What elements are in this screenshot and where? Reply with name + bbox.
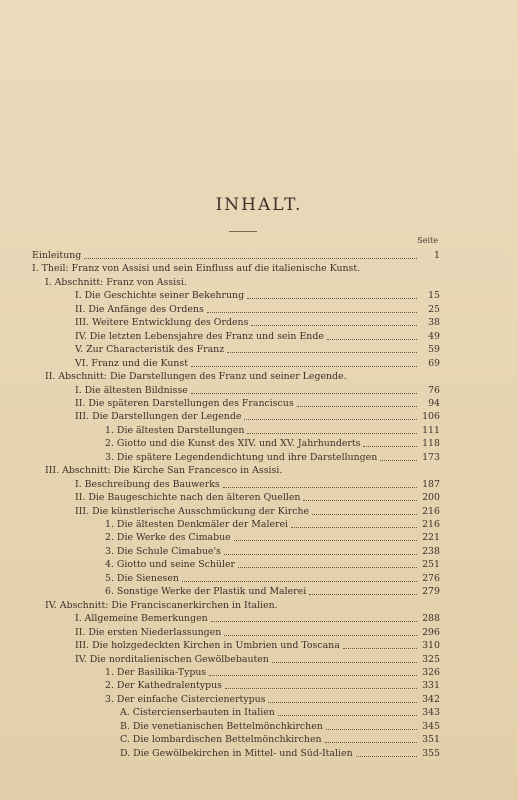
toc-entry-page-number: 94 <box>428 397 440 409</box>
dot-leader <box>309 593 417 595</box>
toc-entry-page-number: 343 <box>422 707 440 719</box>
toc-entry-label: VI. Franz und die Kunst <box>75 357 189 369</box>
toc-entry-page-number: 1 <box>434 250 440 261</box>
dot-leader <box>244 418 417 420</box>
toc-entry-label: 3. Die spätere Legendendichtung und ihre Darstellungen <box>105 451 378 463</box>
page-column-header: Seite <box>417 236 438 245</box>
toc-entry-label: 4. Giotto und seine Schüler <box>105 559 235 571</box>
toc-entry-page-number: 342 <box>422 693 440 705</box>
dot-leader <box>224 553 417 555</box>
dot-leader <box>191 392 417 394</box>
toc-entry-label: I. Die ältesten Bildnisse <box>75 384 188 396</box>
dot-leader <box>207 311 417 313</box>
toc-entry[interactable] <box>120 705 440 718</box>
toc-entry-label: I. Theil: Franz von Assisi und sein Einfluss auf die italienische Kunst. <box>32 263 361 275</box>
toc-entry-label: III. Die holzgedeckten Kirchen in Umbrien und Toscana <box>75 640 340 652</box>
dot-leader <box>278 714 417 716</box>
dot-leader <box>303 499 417 501</box>
toc-entry-label: I. Beschreibung des Bauwerks <box>75 478 220 490</box>
toc-entry[interactable] <box>45 369 440 382</box>
toc-entry-page-number: 345 <box>422 720 440 732</box>
toc-entry-label: II. Die Baugeschichte nach den älteren Quellen <box>75 492 301 504</box>
toc-entry[interactable] <box>75 409 440 422</box>
toc-entry[interactable] <box>75 342 440 355</box>
toc-entry-label: II. Die ersten Niederlassungen <box>75 626 222 638</box>
toc-entry-page-number: 69 <box>428 357 440 369</box>
dot-leader <box>182 580 417 582</box>
toc-entry-page-number: 216 <box>422 519 440 530</box>
title-divider <box>229 231 257 232</box>
dot-leader <box>272 661 417 663</box>
toc-entry[interactable] <box>32 248 440 261</box>
toc-entry-page-number: 288 <box>422 613 440 625</box>
toc-entry-page-number: 173 <box>422 451 440 463</box>
toc-entry-label: III. Abschnitt: Die Kirche San Francesco in Assisi. <box>45 465 283 477</box>
toc-entry[interactable] <box>75 383 440 396</box>
toc-entry-label: III. Weitere Entwicklung des Ordens <box>75 317 249 329</box>
toc-entry-label: IV. Die letzten Lebensjahre des Franz und sein Ende <box>75 330 324 342</box>
toc-entry[interactable] <box>75 652 440 665</box>
dot-leader <box>225 687 417 689</box>
toc-entry-page-number: 49 <box>428 330 440 342</box>
toc-entry-page-number: 310 <box>422 640 440 652</box>
toc-entry-label: I. Abschnitt: Franz von Assisi. <box>45 276 187 288</box>
toc-entry[interactable] <box>75 329 440 342</box>
toc-entry[interactable] <box>105 692 440 705</box>
toc-entry-page-number: 111 <box>422 424 440 436</box>
toc-entry-page-number: 325 <box>422 653 440 665</box>
toc-entry[interactable] <box>105 423 440 436</box>
toc-entry[interactable] <box>75 288 440 301</box>
toc-entry-label: III. Die künstlerische Ausschmückung der Kirche <box>75 505 310 517</box>
toc-entry-page-number: 355 <box>422 747 440 759</box>
toc-entry[interactable] <box>75 625 440 638</box>
dot-leader <box>297 405 417 407</box>
toc-entry[interactable] <box>120 719 440 732</box>
toc-entry[interactable] <box>105 450 440 463</box>
toc-entry-label: 2. Die Werke des Cimabue <box>105 532 231 544</box>
toc-entry-page-number: 326 <box>422 666 440 678</box>
toc-entry[interactable] <box>120 746 440 759</box>
toc-entry[interactable] <box>105 584 440 597</box>
dot-leader <box>291 526 417 528</box>
toc-entry[interactable] <box>105 544 440 557</box>
toc-entry-label: B. Die venetianischen Bettelmönchkirchen <box>120 720 323 732</box>
dot-leader <box>343 647 417 649</box>
dot-leader <box>326 728 417 730</box>
dot-leader <box>363 445 417 447</box>
toc-entry-page-number: 238 <box>422 545 440 557</box>
dot-leader <box>234 539 417 541</box>
toc-entry[interactable] <box>45 598 440 611</box>
dot-leader <box>84 257 417 259</box>
dot-leader <box>211 620 417 622</box>
toc-entry[interactable] <box>105 436 440 449</box>
toc-entry-label: IV. Die norditalienischen Gewölbebauten <box>75 653 269 665</box>
toc-entry-label: III. Die Darstellungen der Legende <box>75 411 242 423</box>
toc-entry[interactable] <box>120 732 440 745</box>
toc-entry-page-number: 276 <box>422 572 440 584</box>
toc-entry-label: I. Die Geschichte seiner Bekehrung <box>75 290 245 302</box>
dot-leader <box>247 297 417 299</box>
toc-entry-label: II. Abschnitt: Die Darstellungen des Franz und seiner Legende. <box>45 371 347 383</box>
toc-entry-label: V. Zur Characteristik des Franz <box>75 344 225 356</box>
toc-entry-label: 2. Der Kathedralentypus <box>105 680 222 692</box>
toc-entry[interactable] <box>75 638 440 651</box>
toc-entry-label: 2. Giotto und die Kunst des XIV. und XV. Jahrhunderts <box>105 438 361 450</box>
toc-entry-label: 5. Die Sienesen <box>105 572 179 584</box>
toc-entry-page-number: 118 <box>422 438 440 450</box>
toc-entry[interactable] <box>105 665 440 678</box>
toc-entry[interactable] <box>75 356 440 369</box>
toc-entry-page-number: 187 <box>422 478 440 490</box>
toc-entry-page-number: 251 <box>422 559 440 571</box>
toc-entry-label: 6. Sonstige Werke der Plastik und Malerei <box>105 586 307 598</box>
toc-entry[interactable] <box>75 302 440 315</box>
toc-entry-page-number: 106 <box>422 411 440 423</box>
toc-entry-label: II. Die späteren Darstellungen des Franciscus <box>75 397 294 409</box>
toc-entry[interactable] <box>75 315 440 328</box>
toc-entry-label: I. Allgemeine Bemerkungen <box>75 613 208 625</box>
dot-leader <box>238 566 417 568</box>
toc-entry-label: C. Die lombardischen Bettelmönchkirchen <box>120 734 322 746</box>
dot-leader <box>247 432 417 434</box>
toc-entry-label: IV. Abschnitt: Die Franciscanerkirchen in Italien. <box>45 599 278 611</box>
toc-entry-page-number: 351 <box>422 734 440 746</box>
toc-entry[interactable] <box>75 504 440 517</box>
dot-leader <box>224 634 417 636</box>
dot-leader <box>209 674 417 676</box>
toc-entry-page-number: 76 <box>428 384 440 396</box>
dot-leader <box>356 755 417 757</box>
toc-entry-page-number: 25 <box>428 303 440 315</box>
toc-entry[interactable] <box>45 275 440 288</box>
toc-entry-label: 1. Der Basilika-Typus <box>105 666 207 678</box>
dot-leader <box>191 365 417 367</box>
toc-entry-label: D. Die Gewölbekirchen in Mittel- und Süd-Italien <box>120 747 353 759</box>
toc-entry[interactable] <box>105 557 440 570</box>
toc-entry-label: 3. Die Schule Cimabue's <box>105 545 221 557</box>
toc-entry-label: 1. Die ältesten Darstellungen <box>105 424 245 436</box>
toc-entry-page-number: 221 <box>422 532 440 544</box>
toc-entry[interactable] <box>105 530 440 543</box>
toc-entry[interactable] <box>75 611 440 624</box>
dot-leader <box>251 324 417 326</box>
dot-leader <box>380 459 417 461</box>
toc-entry-page-number: 296 <box>422 626 440 638</box>
dot-leader <box>268 701 417 703</box>
toc-entry-page-number: 38 <box>428 317 440 329</box>
toc-entry-page-number: 331 <box>422 680 440 692</box>
dot-leader <box>325 741 417 743</box>
dot-leader <box>223 486 417 488</box>
toc-entry[interactable] <box>45 463 440 476</box>
toc-entry[interactable] <box>75 490 440 503</box>
toc-entry[interactable] <box>75 396 440 409</box>
toc-entry-label: 3. Der einfache Cistercienertypus <box>105 693 266 705</box>
dot-leader <box>227 351 417 353</box>
toc-entry-page-number: 279 <box>422 586 440 598</box>
dot-leader <box>312 513 417 515</box>
toc-entry[interactable] <box>105 517 440 530</box>
dot-leader <box>327 338 417 340</box>
toc-entry-page-number: 15 <box>428 290 440 302</box>
toc-entry-page-number: 216 <box>422 505 440 517</box>
toc-entry-label: 1. Die ältesten Denkmäler der Malerei <box>105 519 289 530</box>
toc-entry[interactable] <box>32 261 440 274</box>
page-title: INHALT. <box>215 195 303 215</box>
toc-entry-label: A. Cistercienserbauten in Italien <box>120 707 275 719</box>
toc-entry[interactable] <box>105 678 440 691</box>
toc-entry[interactable] <box>105 571 440 584</box>
toc-entry[interactable] <box>75 477 440 490</box>
toc-entry-page-number: 200 <box>422 492 440 504</box>
toc-entry-label: II. Die Anfänge des Ordens <box>75 303 204 315</box>
toc-entry-label: Einleitung <box>32 250 82 261</box>
toc-entry-page-number: 59 <box>428 344 440 356</box>
